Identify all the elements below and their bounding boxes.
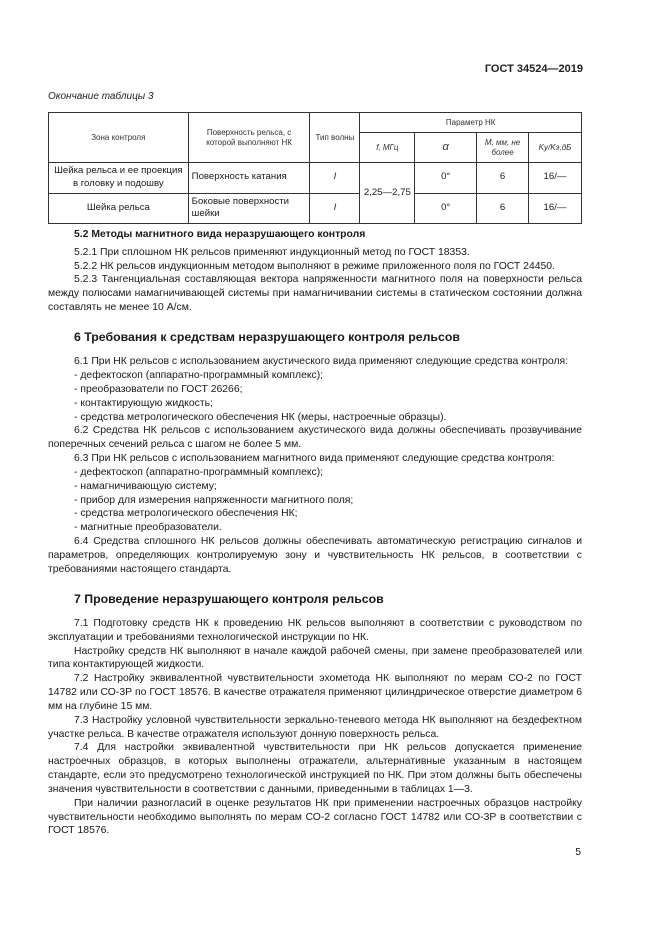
cell-m: 6 — [477, 193, 529, 224]
cell-alpha: 0° — [415, 193, 477, 224]
cell-wave: l — [310, 193, 360, 224]
cell-surface: Боковые поверхности шейки — [188, 193, 310, 224]
subsection-title: 5.2 Методы магнитного вида неразрушающего контроля — [74, 229, 366, 240]
cell-alpha: 0° — [415, 163, 477, 194]
list-item: - контактирующую жидкость; — [74, 397, 213, 409]
header-m: M, мм, не более — [477, 133, 529, 163]
paragraph: 5.2.1 При сплошном НК рельсов применяют индукционный метод по ГОСТ 18353. — [74, 246, 470, 258]
list-item: - средства метрологического обеспечения НК (меры, настроечные образцы). — [74, 411, 447, 423]
list-item: - намагничивающую систему; — [74, 480, 217, 492]
list-item: - дефектоскоп (аппаратно-программный комплекс); — [74, 466, 324, 478]
cell-m: 6 — [477, 163, 529, 194]
header-param: Параметр НК — [360, 113, 582, 133]
list-item: - прибор для измерения напряженности магнитного поля; — [74, 494, 354, 506]
table-caption: Окончание таблицы 3 — [48, 91, 154, 102]
list-item: - преобразователи по ГОСТ 26266; — [74, 383, 243, 395]
table-row — [49, 193, 582, 224]
header-ky: Kу/Kэ,дБ — [529, 133, 582, 163]
header-wave: Тип волны — [310, 113, 360, 163]
list-item: - дефектоскоп (аппаратно-программный комплекс); — [74, 370, 324, 382]
section-title: 7 Проведение неразрушающего контроля рельсов — [74, 591, 384, 606]
paragraph: 7.1 Подготовку средств НК к проведению НК рельсов выполняют в соответствии с руководством по эксплуатации и требованиями технологической инструкции по НК. — [48, 617, 582, 643]
paragraph: 6.1 При НК рельсов с использованием акустического вида применяют следующие средства контроля: — [74, 356, 569, 368]
paragraph: 7.4 Для настройки эквивалентной чувствительности при НК рельсов допускается применение настроечных образцов, в которых выполнены отражатели, альтернативные указанным в настоящем стандарте, если это предусмотрено технологической инструкцией по НК. При этом должны быть обеспечены значения чувствительности в соответствии с данными, приведенными в таблицах 1—3. — [48, 742, 582, 795]
paragraph: 5.2.2 НК рельсов индукционным методом выполняют в режиме приложенного поля по ГОСТ 24450. — [74, 260, 555, 272]
paragraph: Настройку средств НК выполняют в начале каждой рабочей смены, при замене преобразователей или типа контактирующей жидкости. — [48, 645, 582, 671]
cell-wave: l — [310, 163, 360, 194]
paragraph: 7.3 Настройку условной чувствительности зеркально-теневого метода НК выполняют на бездефектном участке рельса. В качестве отражателя используют донную поверхность рельса. — [48, 714, 582, 740]
table-row — [49, 163, 582, 194]
header-alpha: α — [415, 133, 477, 163]
cell-freq: 2,25—2,75 — [360, 163, 415, 224]
paragraph: 5.2.3 Тангенциальная составляющая вектора напряженности магнитного поля на поверхности рельса между полюсами намагничивающей системы при намагничивании системы в статическом состоянии должна составлять не менее 10 А/см. — [48, 274, 582, 314]
cell-ky: 16/— — [529, 163, 582, 194]
header-freq: f, МГц — [360, 133, 415, 163]
paragraph: 6.4 Средства сплошного НК рельсов должны обеспечивать автоматическую регистрацию сигналов и параметров, определяющих контролируемую зону и чувствительность НК рельсов, в соответствии с требованиями настоящего стандарта. — [48, 536, 582, 575]
document-body — [48, 228, 582, 838]
paragraph: 6.2 Средства НК рельсов с использованием акустического вида должны обеспечивать прозвучивание поперечных сечений рельса с шагом не более 5 мм. — [48, 425, 582, 451]
page-number: 5 — [575, 847, 581, 858]
cell-surface: Поверхность катания — [188, 163, 310, 194]
section-title: 6 Требования к средствам неразрушающего контроля рельсов — [74, 329, 460, 344]
paragraph: 7.2 Настройку эквивалентной чувствительности эхометода НК выполняют по мерам СО-2 по ГОСТ 14782 или СО-3Р по ГОСТ 18576. В качестве отражателя применяют цилиндрическое отверстие диаметром 6 мм на глубине 15 мм. — [48, 673, 582, 712]
cell-zone: Шейка рельса и ее проекция в головку и подошву — [49, 163, 189, 194]
paragraph: 6.3 При НК рельсов с использованием магнитного вида применяют следующие средства контроля: — [74, 453, 555, 465]
header-surface: Поверхность рельса, с которой выполняют НК — [188, 113, 310, 163]
list-item: - магнитные преобразователи. — [74, 522, 222, 534]
header-zone: Зона контроля — [49, 113, 189, 163]
document-code: ГОСТ 34524—2019 — [484, 63, 583, 75]
cell-ky: 16/— — [529, 193, 582, 224]
table-3 — [48, 112, 582, 224]
paragraph: При наличии разногласий в оценке результатов НК при применении настроечных образцов настройку чувствительности необходимо выполнять по мерам СО-2 согласно ГОСТ 14782 или СО-3Р в соответствии с ГОСТ 18576. — [48, 797, 582, 837]
cell-zone: Шейка рельса — [49, 193, 189, 224]
list-item: - средства метрологического обеспечения НК; — [74, 508, 298, 520]
